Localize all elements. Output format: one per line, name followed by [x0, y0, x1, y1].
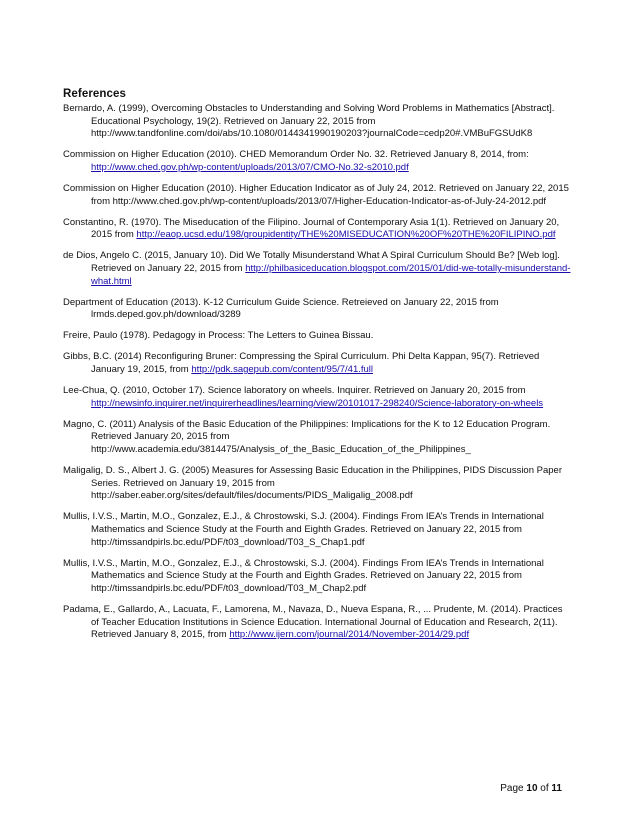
page-number: 10	[526, 783, 538, 794]
reference-text: Commission on Higher Education (2010). CHED Memorandum Order No. 32. Retrieved January 8, 2014, from:	[63, 149, 529, 161]
total-pages: 11	[551, 783, 562, 794]
of-word: of	[537, 783, 552, 794]
reference-link[interactable]: http://www.ijern.com/journal/2014/November-2014/29.pdf	[229, 629, 470, 641]
reference-entry	[63, 183, 571, 208]
reference-text: Mullis, I.V.S., Martin, M.O., Gonzalez, E.J., & Chrostowski, S.J. (2004). Findings From IEA’s Trends in International Mathematics and Science Study at the Fourth and Eighth Grades. Retrieved on January 22, 2015 from http://timssandpirls.bc.edu/PDF/t03_download/T03_M_Chap2.pdf	[63, 557, 544, 594]
reference-text: Magno, C. (2011) Analysis of the Basic Education of the Philippines: Implications for the K to 12 Education Program. Retrieved January 20, 2015 from http://www.academia.edu/3814475/Analysis_of_the_Basic_Education_of_the_Philippines_	[63, 418, 551, 455]
reference-link[interactable]: http://newsinfo.inquirer.net/inquirerheadlines/learning/view/20101017-298240/Science-laboratory-on-wheels	[91, 397, 544, 409]
reference-entry	[63, 297, 571, 322]
reference-link[interactable]: http://eaop.ucsd.edu/198/groupidentity/THE%20MISEDUCATION%20OF%20THE%20FILIPINO.pdf	[136, 229, 556, 241]
reference-entry	[63, 385, 571, 410]
reference-text: de Dios, Angelo C. (2015, January 10). Did We Totally Misunderstand What A Spiral Curriculum Should Be? [Web log]. Retrieved on January 22, 2015 from	[63, 250, 560, 274]
page-word: Page	[500, 783, 527, 794]
reference-text: Freire, Paulo (1978). Pedagogy in Process: The Letters to Guinea Bissau.	[63, 330, 374, 342]
reference-entry	[63, 149, 571, 174]
reference-link[interactable]: http://philbasiceducation.blogspot.com/2015/01/did-we-totally-misunderstand-what.html	[91, 262, 571, 287]
reference-text: Padama, E., Gallardo, A., Lacuata, F., Lamorena, M., Navaza, D., Nueva Espana, R., ... Prudente, M. (2014). Practices of Teacher Education Institutions in Science Education. International Journal of Education and Research, 2(11). Retrieved January 8, 2015, from	[63, 603, 563, 641]
reference-entry	[63, 604, 571, 642]
reference-text: Lee-Chua, Q. (2010, October 17). Science laboratory on wheels. Inquirer. Retrieved on January 20, 2015 from	[63, 385, 526, 397]
reference-entry	[63, 558, 571, 596]
reference-entry	[63, 217, 571, 242]
reference-link[interactable]: http://pdk.sagepub.com/content/95/7/41.full	[191, 364, 374, 375]
reference-text: Gibbs, B.C. (2014) Reconfiguring Bruner: Compressing the Spiral Curriculum. Phi Delta Kappan, 95(7). Retrieved January 19, 2015, from	[63, 351, 540, 375]
reference-text: Commission on Higher Education (2010). Higher Education Indicator as of July 24, 2012. Retrieved on January 22, 2015 from http://www.ched.gov.ph/wp-content/uploads/2013/07/Higher-Education-Indicator-as-of-July-24-2012.pdf	[63, 182, 569, 207]
reference-link[interactable]: http://www.ched.gov.ph/wp-content/uploads/2013/07/CMO-No.32-s2010.pdf	[91, 161, 409, 173]
reference-text: Constantino, R. (1970). The Miseducation of the Filipino. Journal of Contemporary Asia 1(1). Retrieved on January 20, 2015 from	[63, 216, 560, 241]
reference-entry	[63, 330, 571, 343]
reference-text: Mullis, I.V.S., Martin, M.O., Gonzalez, E.J., & Chrostowski, S.J. (2004). Findings From IEA’s Trends in International Mathematics and Science Study at the Fourth and Eighth Grades. Retrieved on January 22, 2015 from http://timssandpirls.bc.edu/PDF/t03_download/T03_S_Chap1.pdf	[63, 511, 544, 548]
references-heading: References	[63, 88, 127, 100]
reference-entry	[63, 419, 571, 457]
reference-entry	[63, 250, 571, 288]
page-footer	[500, 783, 562, 794]
reference-text: Bernardo, A. (1999), Overcoming Obstacles to Understanding and Solving Word Problems in Mathematics [Abstract]. Educational Psychology, 19(2). Retrieved on January 22, 2015 from http://www.tandfonline.com/doi/abs/10.1080/0144341990190203?journalCode=cedp20#.VMBuFGSUdK8	[63, 103, 555, 140]
reference-entry	[63, 103, 571, 141]
reference-text: Maligalig, D. S., Albert J. G. (2005) Measures for Assessing Basic Education in the Philippines, PIDS Discussion Paper Series. Retrieved on January 19, 2015 from http://saber.eaber.org/sites/default/files/documents/PIDS_Maligalig_2008.pdf	[63, 465, 562, 502]
reference-list	[63, 103, 571, 650]
reference-text: Department of Education (2013). K-12 Curriculum Guide Science. Retreieved on January 22, 2015 from lrmds.deped.gov.ph/download/3289	[63, 296, 499, 321]
reference-entry	[63, 351, 571, 376]
reference-entry	[63, 465, 571, 503]
reference-entry	[63, 511, 571, 549]
